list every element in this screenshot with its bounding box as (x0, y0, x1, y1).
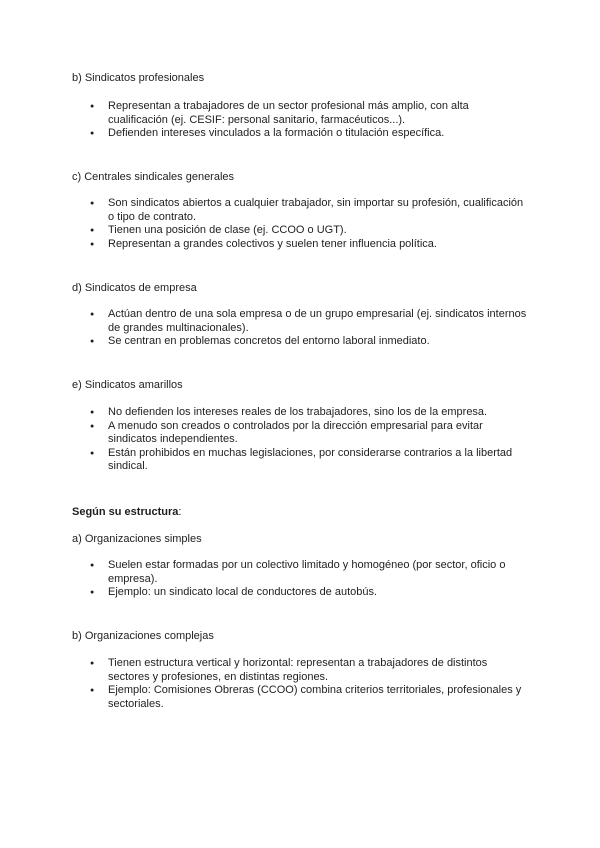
structure-heading-colon: : (178, 506, 182, 518)
list-item: ● Ejemplo: Comisiones Obreras (CCOO) combina criterios territoriales, profesionales y sectoriales. (90, 684, 530, 711)
list-item: ● Representan a grandes colectivos y suelen tener influencia política. (90, 238, 530, 252)
list-item: ● Suelen estar formadas por un colectivo limitado y homogéneo (por sector, oficio o empresa). (90, 559, 530, 586)
bullet-list-complejas (90, 657, 530, 711)
bullet-list-amarillos (90, 406, 530, 474)
list-item: ● Defienden intereses vinculados a la formación o titulación específica. (90, 127, 530, 141)
section-heading-profesionales: b) Sindicatos profesionales (72, 72, 205, 84)
section-heading-empresa: d) Sindicatos de empresa (72, 282, 197, 294)
structure-heading (72, 505, 181, 519)
structure-heading-bold: Según su estructura (72, 506, 179, 518)
list-item: ● Están prohibidos en muchas legislaciones, por considerarse contrarios a la libertad sindical. (90, 447, 530, 474)
list-item: ● Actúan dentro de una sola empresa o de un grupo empresarial (ej. sindicatos internos de grandes multinacionales). (90, 308, 530, 335)
section-heading-simples: a) Organizaciones simples (72, 533, 202, 545)
list-item: ● Ejemplo: un sindicato local de conductores de autobús. (90, 586, 530, 600)
list-item: ● No defienden los intereses reales de los trabajadores, sino los de la empresa. (90, 406, 530, 420)
section-heading-centrales: c) Centrales sindicales generales (72, 171, 235, 183)
bullet-list-centrales (90, 197, 530, 251)
bullet-list-empresa (90, 308, 530, 349)
list-item: ● A menudo son creados o controlados por la dirección empresarial para evitar sindicatos independientes. (90, 420, 530, 447)
section-heading-complejas: b) Organizaciones complejas (72, 630, 214, 642)
list-item: ● Representan a trabajadores de un sector profesional más amplio, con alta cualificación (ej. CESIF: personal sanitario, farmacéuticos...). (90, 100, 530, 127)
list-item: ● Se centran en problemas concretos del entorno laboral inmediato. (90, 335, 530, 349)
section-heading-amarillos: e) Sindicatos amarillos (72, 379, 183, 391)
bullet-list-simples (90, 559, 530, 600)
list-item: ● Tienen estructura vertical y horizontal: representan a trabajadores de distintos sectores y profesiones, en distintas regiones. (90, 657, 530, 684)
bullet-list-profesionales (90, 100, 530, 141)
list-item: ● Son sindicatos abiertos a cualquier trabajador, sin importar su profesión, cualificación o tipo de contrato. (90, 197, 530, 224)
list-item: ● Tienen una posición de clase (ej. CCOO o UGT). (90, 224, 530, 238)
